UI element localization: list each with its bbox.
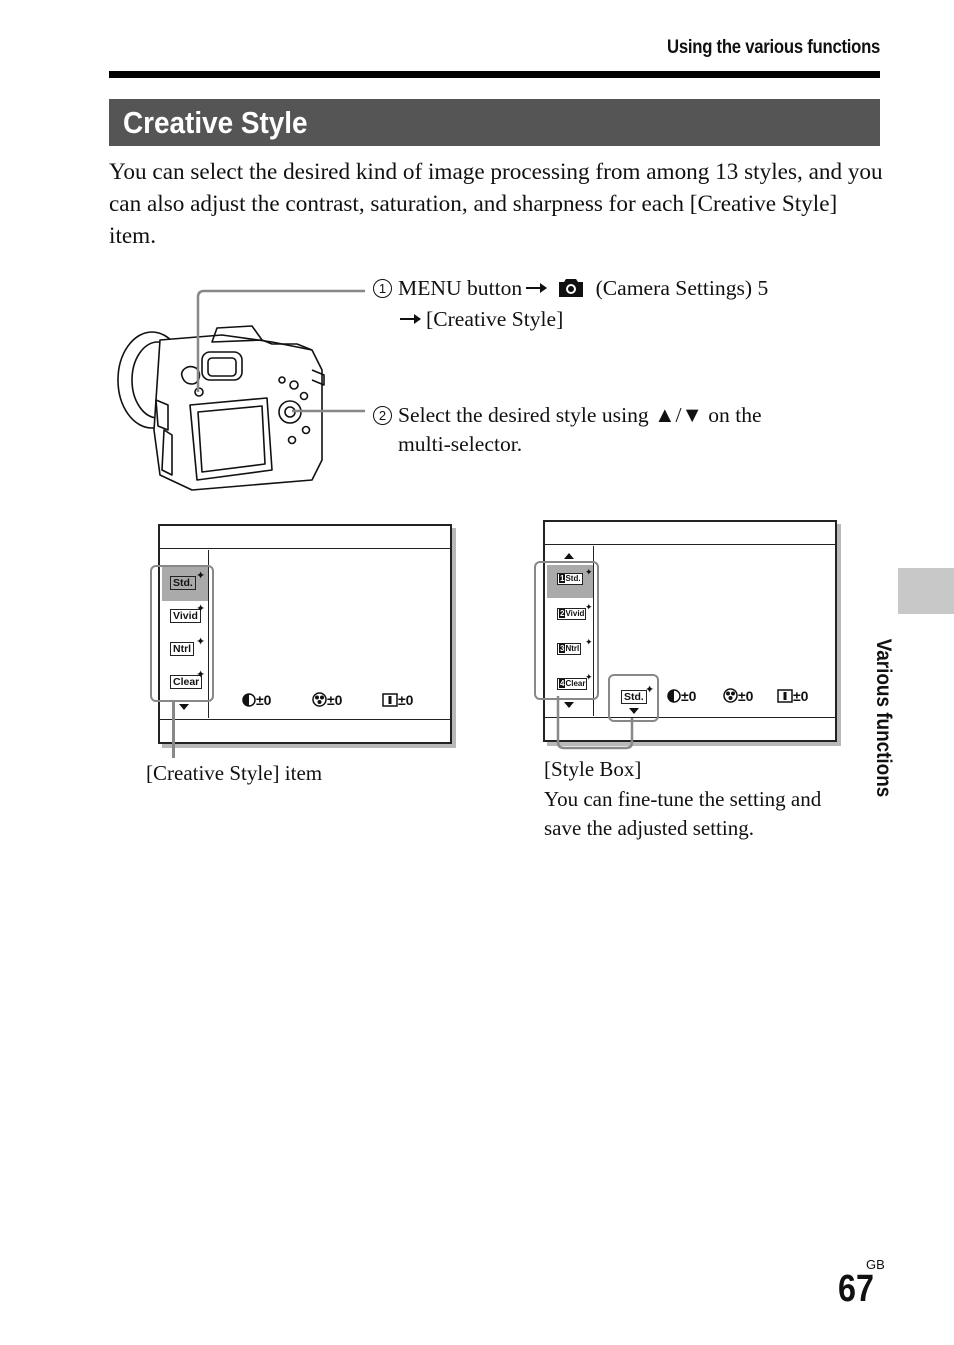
arrow-icon: [526, 287, 546, 289]
contrast-adjust: [667, 688, 696, 704]
region-code: GB: [866, 1257, 885, 1272]
screen2-caption-line1: You can fine-tune the setting and: [544, 787, 822, 811]
callout-lines: [190, 280, 380, 420]
step-number: 1: [373, 279, 392, 298]
section-title-bar: [109, 99, 880, 146]
page-number: 67: [838, 1268, 874, 1310]
style-list-highlight: [534, 561, 599, 700]
sparkle-icon: ✦: [196, 602, 206, 615]
sharpness-icon: [777, 689, 793, 703]
arrow-icon: [400, 318, 420, 320]
box-number: 1: [560, 574, 565, 583]
sharpness-adjust: [777, 688, 808, 704]
chapter-label: Various functions: [872, 638, 895, 798]
box-number: 4: [560, 679, 565, 688]
scroll-up-icon: [564, 553, 574, 560]
chapter-tab: [898, 568, 954, 614]
sparkle-icon: ✦: [585, 638, 593, 648]
sharpness-value: ±0: [398, 692, 414, 708]
sparkle-icon: ✦: [645, 683, 655, 696]
saturation-value: ±0: [327, 692, 343, 708]
step-text: [Creative Style]: [426, 307, 564, 331]
screen-header: [545, 522, 835, 545]
step-text: Select the desired style using ▲/▼ on the: [398, 403, 762, 427]
screen-header: [160, 526, 450, 549]
camera-settings-icon: [558, 277, 584, 298]
step-text: MENU button: [398, 276, 523, 300]
sparkle-icon: ✦: [585, 673, 593, 683]
screen2-caption-title: [Style Box]: [544, 757, 642, 781]
style-icon-vivid: Vivid: [170, 609, 201, 623]
step-2: [373, 400, 762, 430]
step-1: [373, 273, 768, 303]
contrast-icon: [242, 693, 256, 707]
contrast-value: ±0: [681, 688, 697, 704]
sparkle-icon: ✦: [585, 568, 593, 578]
contrast-icon: [667, 689, 681, 703]
sparkle-icon: ✦: [196, 668, 206, 681]
section-title: Creative Style: [123, 105, 308, 140]
saturation-adjust: [723, 688, 753, 704]
top-rule: [109, 71, 880, 78]
step-2-line2: multi-selector.: [398, 432, 523, 456]
saturation-icon: [312, 692, 327, 707]
box-style: Vivid: [565, 609, 585, 618]
step-1-line2: [400, 304, 563, 334]
step-number: 2: [373, 406, 392, 425]
saturation-value: ±0: [738, 688, 754, 704]
box-style: Ntrl: [565, 644, 580, 653]
screen2-caption-line2: save the adjusted setting.: [544, 816, 754, 840]
box-number: 2: [560, 609, 565, 618]
style-icon-ntrl: Ntrl: [170, 642, 194, 656]
box-style: Clear: [565, 679, 586, 688]
sparkle-icon: ✦: [196, 569, 206, 582]
contrast-value: ±0: [256, 692, 272, 708]
style-icon-std: Std.: [170, 576, 196, 590]
style-list-highlight: [150, 565, 214, 702]
sharpness-adjust: [382, 692, 413, 708]
sparkle-icon: ✦: [585, 603, 593, 613]
sharpness-icon: [382, 693, 398, 707]
screen-footer: [160, 719, 450, 742]
sparkle-icon: ✦: [196, 635, 206, 648]
contrast-adjust: [242, 692, 271, 708]
saturation-icon: [723, 688, 738, 703]
saturation-adjust: [312, 692, 342, 708]
box-style: Std.: [565, 574, 581, 583]
step-text: (Camera Settings) 5: [595, 276, 769, 300]
running-head: Using the various functions: [666, 37, 880, 58]
callout-line: [552, 696, 642, 752]
style-box-current: Std.: [621, 690, 647, 704]
intro-paragraph: You can select the desired kind of image processing from among 13 styles, and you can also adjust the contrast, saturation, and sharpness for each [Creative Style] item.: [109, 159, 883, 249]
callout-line: [172, 700, 175, 758]
style-icon-clear: Clear: [170, 675, 202, 689]
screen1-caption: [Creative Style] item: [146, 761, 323, 785]
sharpness-value: ±0: [793, 688, 809, 704]
scroll-down-icon: [179, 704, 189, 711]
box-number: 3: [560, 644, 565, 653]
